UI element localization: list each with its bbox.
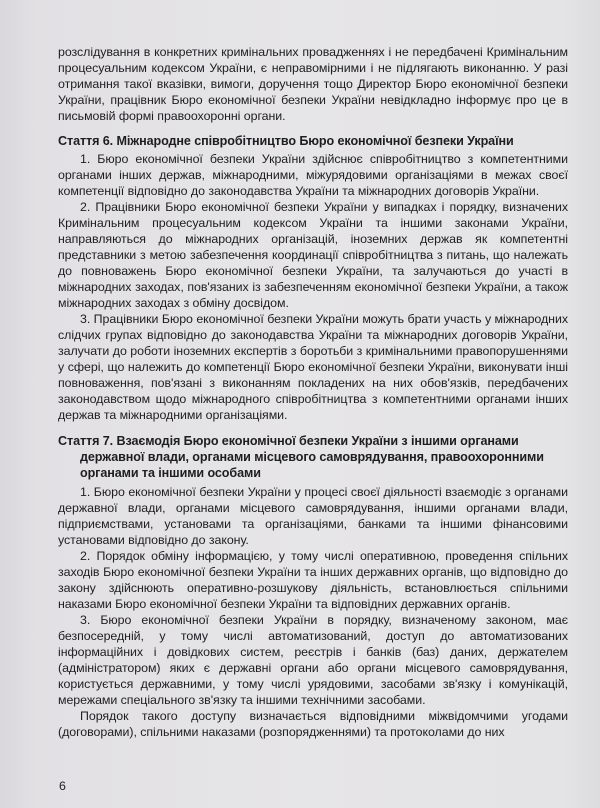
article-7-paragraph-3: 3. Бюро економічної безпеки України в порядку, визначеному законом, має безпосередній, у тому числі автоматизований, доступ до автоматизованих інформаційних і довідкових систем, реєстрів і банків (баз) даних, держателем (адміністратором) яких є державні органи або органи місцевого самоврядування, користується державними, у тому числі урядовими, засобами зв'язку і комунікацій, мережами спеціального зв'язку та іншими технічними засобами. [58, 613, 568, 707]
article-7-paragraph-1: 1. Бюро економічної безпеки України у процесі своєї діяльності взаємодіє з органами державної влади, органами місцевого самоврядування, іншими органами влади, підприємствами, установами та організаціями, банками та іншими фінансовими установами відповідно до закону. [58, 485, 568, 547]
article-7-paragraph-2: 2. Порядок обміну інформацією, у тому числі оперативною, проведення спільних заходів Бюро економічної безпеки України та інших державних органів, що відповідно до закону здійснюють оперативно-розшукову діяльність, встановлюється спільними наказами Бюро економічної безпеки України та відповідних державних органів. [58, 549, 568, 611]
article-7-paragraph-4: Порядок такого доступу визначається відповідними міжвідомчими угодами (договорами), спільними наказами (розпорядженнями) та протоколами до них [58, 709, 568, 739]
continuation-paragraph: розслідування в конкретних кримінальних провадженнях і не передбачені Кримінальним процесуальним кодексом України, є неправомірними і не підлягають виконанню. У разі отримання такої вказівки, вимоги, доручення тощо Директор Бюро економічної безпеки України, працівник Бюро економічної безпеки України невідкладно інформує про це в письмовій формі правоохоронні органи. [58, 45, 568, 123]
page-content [58, 44, 568, 740]
article-6-paragraph-1: 1. Бюро економічної безпеки України здійснює співробітництво з компетентними органами інших держав, міжнародними, міжурядовими організаціями в межах своєї компетенції відповідно до законодавства України та міжнародних договорів України. [58, 152, 568, 198]
article-7-heading: Стаття 7. Взаємодія Бюро економічної безпеки України з іншими органами державної влади, органами місцевого самоврядування, правоохоронними органами та іншими особами [58, 434, 544, 480]
article-6-paragraph-3: 3. Працівники Бюро економічної безпеки України можуть брати участь у міжнародних слідчих групах відповідно до законодавства України та міжнародних договорів України, залучати до роботи іноземних експертів з боротьби з кримінальними правопорушеннями у сфері, що належить до компетенції Бюро економічної безпеки України, виконувати інші повноваження, пов'язані з виконанням покладених на них обов'язків, передбачених законодавством щодо міжнародного співробітництва з компетентними органами інших держав та міжнародними організаціями. [58, 312, 568, 422]
page-number: 6 [59, 779, 66, 793]
article-6-heading: Стаття 6. Міжнародне співробітництво Бюро економічної безпеки України [58, 134, 514, 148]
article-6-paragraph-2: 2. Працівники Бюро економічної безпеки України у випадках і порядку, визначених Кримінальним процесуальним кодексом України та іншими законами України, направляються до міжнародних організацій, іноземних держав як компетентні представники з метою забезпечення координації співробітництва з питань, що належать до повноважень Бюро економічної безпеки України, та залучаються до участі в міжнародних заходах, пов'язаних із забезпеченням економічної безпеки України, а також міжнародних заходах з обміну досвідом. [58, 200, 568, 310]
